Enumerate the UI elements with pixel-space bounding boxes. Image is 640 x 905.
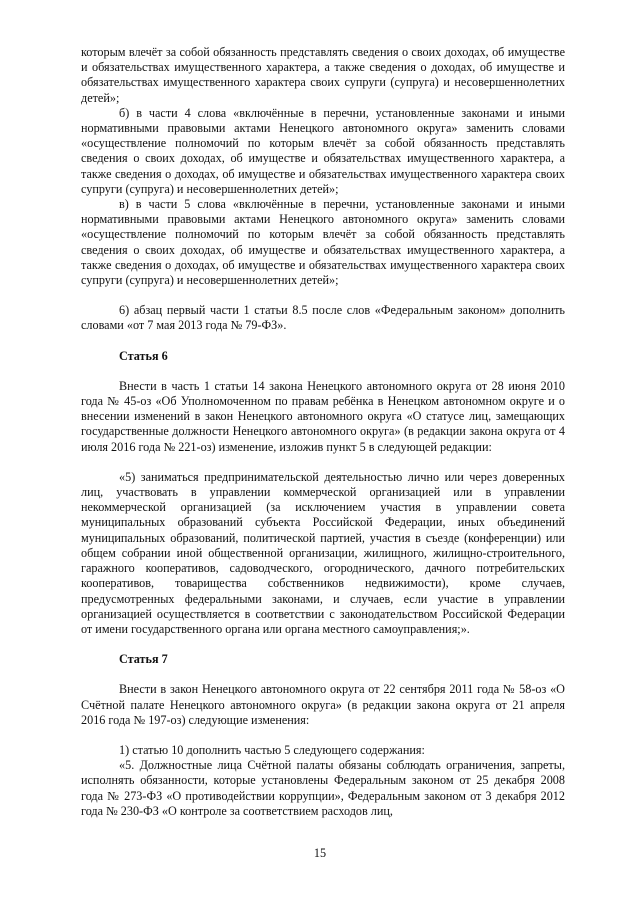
paragraph-continuation: которым влечёт за собой обязанность представлять сведения о своих доходах, об имуществе и обязательствах имущественного характера, а также сведения о доходах, об имуществе и обязательствах имущественного характера своих супруги (супруга) и несовершеннолетних детей»; [81, 45, 565, 105]
article-7-item-1: 1) статью 10 дополнить частью 5 следующего содержания: [119, 742, 425, 757]
paragraph-item-v: в) в части 5 слова «включённые в перечни, установленные законами и иными нормативными правовыми актами Ненецкого автономного округа» заменить словами «осуществление полномочий по которым влечёт за собой обязанность представлять сведения о своих доходах, об имуществе и обязательствах имущественного характера, а также сведения о доходах, об имуществе и обязательствах имущественного характера своих супруги (супруга) и несовершеннолетних детей»; [81, 197, 565, 288]
paragraph-item-b: б) в части 4 слова «включённые в перечни, установленные законами и иными нормативными правовыми актами Ненецкого автономного округа» заменить словами «осуществление полномочий по которым влечёт за собой обязанность представлять сведения о своих доходах, об имуществе и обязательствах имущественного характера, а также сведения о доходах, об имуществе и обязательствах имущественного характера своих супруги (супруга) и несовершеннолетних детей»; [81, 105, 565, 196]
article-7-heading: Статья 7 [119, 652, 168, 667]
article-6-quote: «5) заниматься предпринимательской деятельностью лично или через доверенных лиц, участвовать в управлении коммерческой организацией или в управлении некоммерческой организацией (за исключением участия в управлении совета муниципальных образований субъекта Российской Федерации, иных объединений муниципальных образований, политической партией, участия в съезде (конференции) или общем собрании иной общественной организации, жилищного, жилищно-строительного, гаражного кооперативов, садоводческого, огороднического, дачного потребительских кооперативов, товарищества собственников недвижимости), кроме случаев, предусмотренных федеральными законами, и случаев, если участие в управлении организацией осуществляется в соответствии с законодательством Российской Федерации от имени государственного органа или органа местного самоуправления;». [81, 469, 565, 636]
page-content [81, 45, 565, 819]
article-7-quote: «5. Должностные лица Счётной палаты обязаны соблюдать ограничения, запреты, исполнять обязанности, которые установлены Федеральным законом от 25 декабря 2008 года № 273-ФЗ «О противодействии коррупции», Федеральным законом от 3 декабря 2012 года № 230-ФЗ «О контроле за соответствием расходов лиц, [81, 758, 565, 818]
article-6-intro: Внести в часть 1 статьи 14 закона Ненецкого автономного округа от 28 июня 2010 года № 45-оз «Об Уполномоченном по правам ребёнка в Ненецком автономном округе и о внесении изменений в закон Ненецкого автономного округа «О статусе лиц, замещающих государственные должности Ненецкого автономного округа» (в редакции закона округа от 4 июля 2016 года № 221-оз) изменение, изложив пункт 5 в следующей редакции: [81, 378, 565, 454]
article-6-heading: Статья 6 [119, 348, 168, 363]
page-number: 15 [313, 846, 327, 860]
article-7-intro: Внести в закон Ненецкого автономного округа от 22 сентября 2011 года № 58-оз «О Счётной палате Ненецкого автономного округа» (в редакции закона округа от 21 апреля 2016 года № 197-оз) следующие изменения: [81, 682, 565, 727]
paragraph-item-6: 6) абзац первый части 1 статьи 8.5 после слов «Федеральным законом» дополнить словами «от 7 мая 2013 года № 79-ФЗ». [81, 303, 565, 333]
